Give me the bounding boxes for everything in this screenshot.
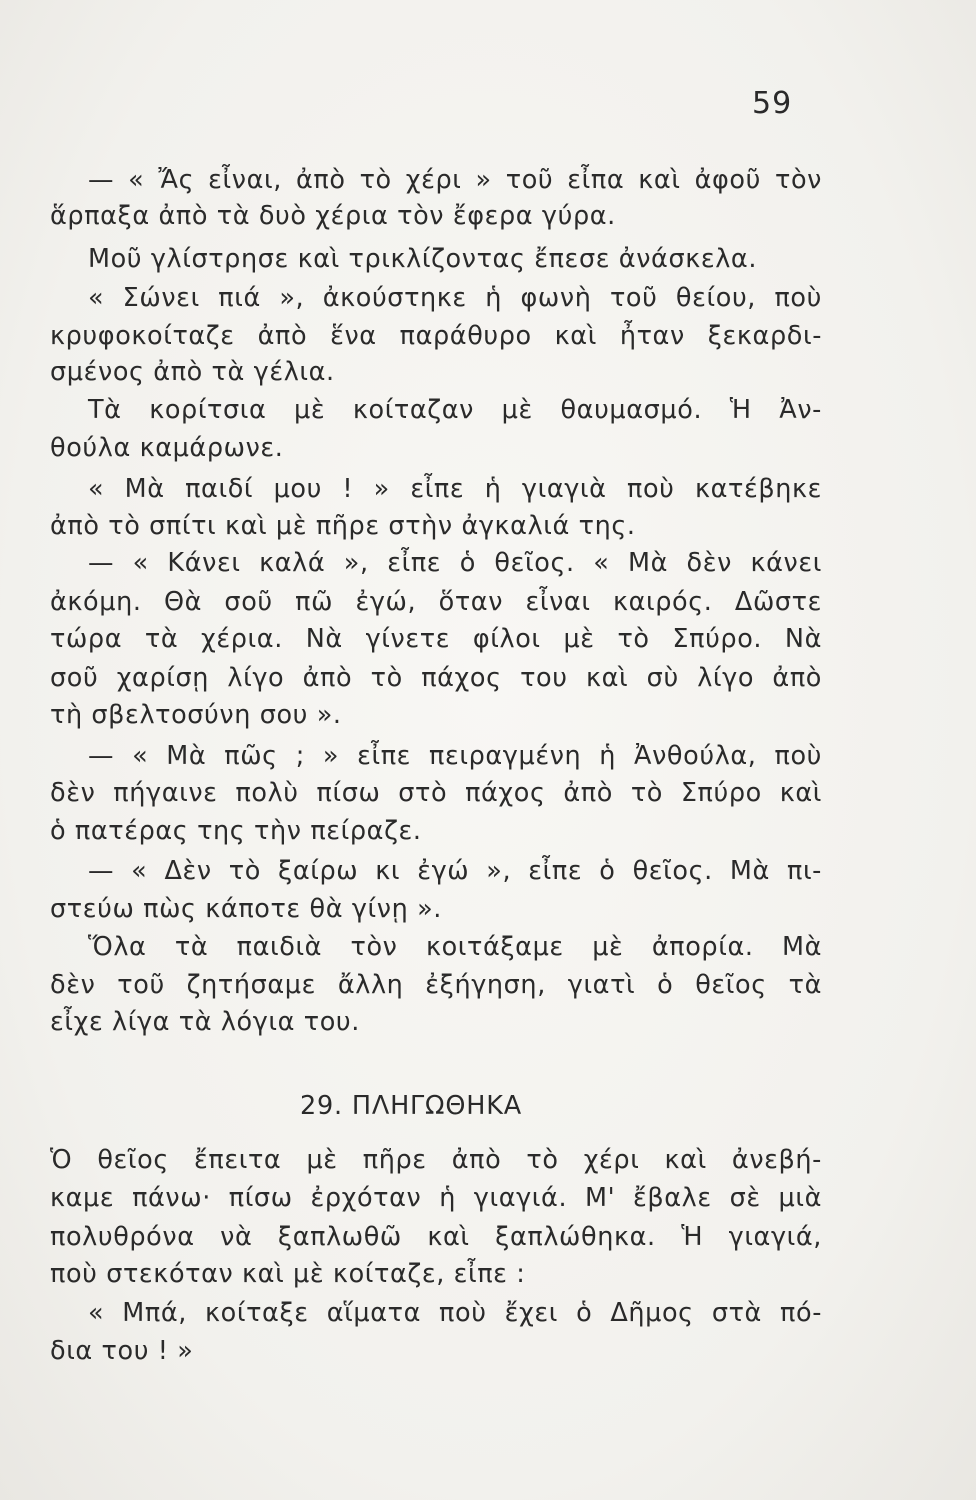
text-line: « Σώνει πιά », ἀκούστηκε ἡ φωνὴ τοῦ θείου, ποὺ	[88, 283, 822, 313]
text-line: ὁ πατέρας της τὴν πείραζε.	[50, 816, 422, 846]
text-line: θούλα καμάρωνε.	[50, 433, 284, 463]
text-line: δὲν τοῦ ζητήσαμε ἄλλη ἐξήγηση, γιατὶ ὁ θεῖος τὰ	[50, 970, 822, 1000]
text-line: « Μὰ παιδί μου ! » εἶπε ἡ γιαγιὰ ποὺ κατέβηκε	[88, 474, 822, 504]
text-line: σοῦ χαρίσῃ λίγο ἀπὸ τὸ πάχος του καὶ σὺ λίγο ἀπὸ	[50, 663, 822, 693]
text-line: δὲν πήγαινε πολὺ πίσω στὸ πάχος ἀπὸ τὸ Σπύρο καὶ	[50, 778, 822, 808]
text-line: ἅρπαξα ἀπὸ τὰ δυὸ χέρια τὸν ἔφερα γύρα.	[50, 201, 616, 231]
text-line: « Μπά, κοίταξε αἵματα ποὺ ἔχει ὁ Δῆμος στὰ πό-	[88, 1298, 822, 1328]
text-line: ἀκόμη. Θὰ σοῦ πῶ ἐγώ, ὅταν εἶναι καιρός. Δῶστε	[50, 587, 822, 617]
text-line: Μοῦ γλίστρησε καὶ τρικλίζοντας ἔπεσε ἀνάσκελα.	[88, 244, 758, 274]
text-line: — « Δὲν τὸ ξαίρω κι ἐγώ », εἶπε ὁ θεῖος. Μὰ πι-	[88, 856, 822, 886]
text-line: δια του ! »	[50, 1336, 194, 1366]
page-number: 59	[752, 86, 793, 121]
text-line: Ὅλα τὰ παιδιὰ τὸν κοιτάξαμε μὲ ἀπορία. Μὰ	[88, 932, 822, 962]
text-line: σμένος ἀπὸ τὰ γέλια.	[50, 357, 335, 387]
text-line: κρυφοκοίταζε ἀπὸ ἕνα παράθυρο καὶ ἦταν ξεκαρδι-	[50, 321, 822, 351]
text-line: καμε πάνω· πίσω ἐρχόταν ἡ γιαγιά. Μ' ἔβαλε σὲ μιὰ	[50, 1183, 822, 1213]
text-line: — « Κάνει καλά », εἶπε ὁ θεῖος. « Μὰ δὲν κάνει	[88, 548, 822, 578]
text-line: ἀπὸ τὸ σπίτι καὶ μὲ πῆρε στὴν ἀγκαλιά της.	[50, 511, 636, 541]
text-line: τώρα τὰ χέρια. Νὰ γίνετε φίλοι μὲ τὸ Σπύρο. Νὰ	[50, 624, 822, 654]
text-line: Τὰ κορίτσια μὲ κοίταζαν μὲ θαυμασμό. Ἡ Ἀν-	[88, 395, 822, 425]
text-line: εἶχε λίγα τὰ λόγια του.	[50, 1007, 360, 1037]
text-line: τὴ σβελτοσύνη σου ».	[50, 700, 342, 730]
text-line: στεύω πὼς κάποτε θὰ γίνῃ ».	[50, 894, 442, 924]
text-line: — « Ἄς εἶναι, ἀπὸ τὸ χέρι » τοῦ εἶπα καὶ ἀφοῦ τὸν	[88, 165, 822, 195]
text-line: — « Μὰ πῶς ; » εἶπε πειραγμένη ἡ Ἀνθούλα, ποὺ	[88, 741, 822, 771]
text-line: ποὺ στεκόταν καὶ μὲ κοίταζε, εἶπε :	[50, 1259, 526, 1289]
text-line: Ὁ θεῖος ἔπειτα μὲ πῆρε ἀπὸ τὸ χέρι καὶ ἀνεβή-	[50, 1145, 822, 1175]
chapter-heading: 29. ΠΛΗΓΩΘΗΚΑ	[300, 1091, 522, 1121]
text-line: πολυθρόνα νὰ ξαπλωθῶ καὶ ξαπλώθηκα. Ἡ γιαγιά,	[50, 1222, 822, 1252]
